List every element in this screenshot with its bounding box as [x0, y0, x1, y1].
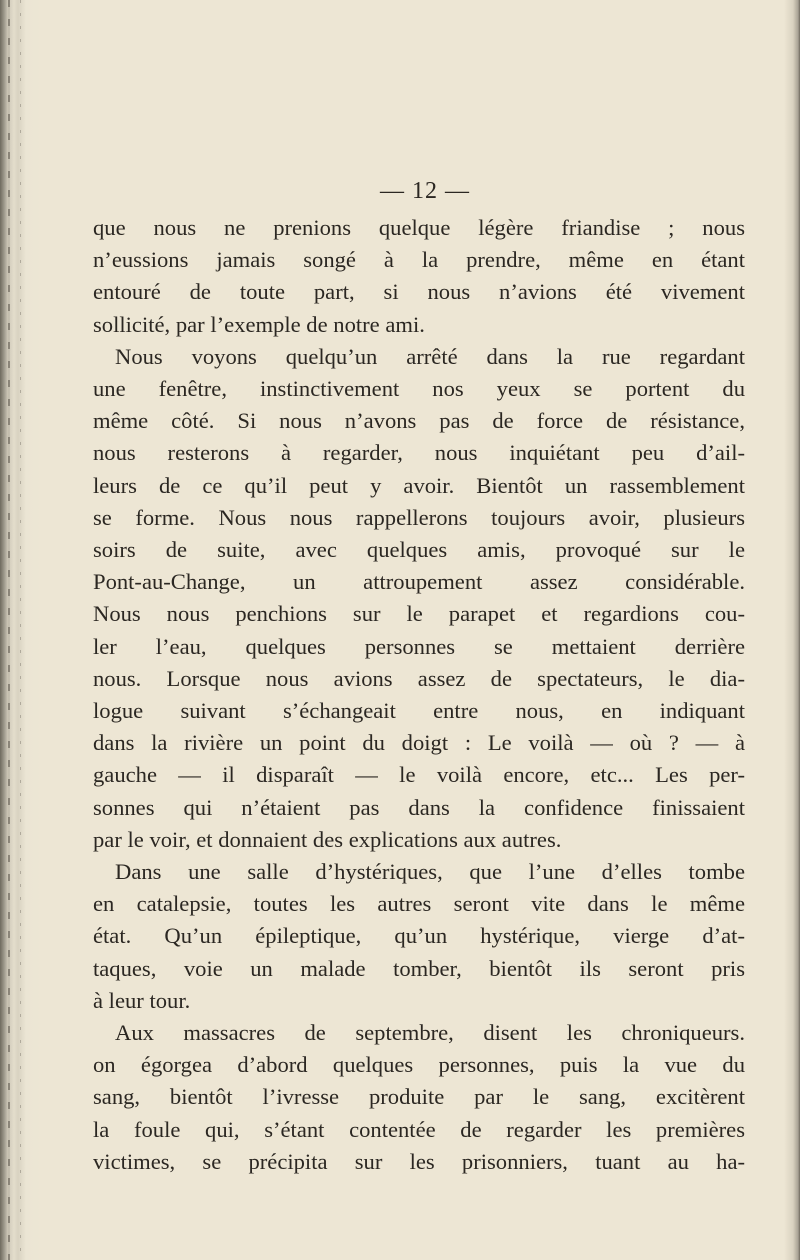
- text-line: état. Qu’un épileptique, qu’un hystérique, vierge d’at-: [93, 923, 745, 949]
- text-line: se forme. Nous nous rappellerons toujours avoir, plusieurs: [93, 504, 745, 530]
- text-line: soirs de suite, avec quelques amis, provoqué sur le: [93, 537, 745, 563]
- text-line: nous resterons à regarder, nous inquiétant peu d’ail-: [93, 440, 745, 466]
- text-line: la foule qui, s’étant contentée de regarder les premières: [93, 1116, 745, 1142]
- text-line: Nous voyons quelqu’un arrêté dans la rue regardant: [115, 343, 745, 369]
- page-right-edge: [784, 0, 800, 1260]
- text-line: entouré de toute part, si nous n’avions été vivement: [93, 279, 745, 305]
- text-line: ler l’eau, quelques personnes se mettaient derrière: [93, 633, 745, 659]
- book-page: [93, 176, 745, 1178]
- text-line: dans la rivière un point du doigt : Le voilà — où ? — à: [93, 730, 745, 756]
- page-number: — 12 —: [380, 178, 470, 204]
- text-line: victimes, se précipita sur les prisonniers, tuant au ha-: [93, 1148, 745, 1174]
- text-line: une fenêtre, instinctivement nos yeux se portent du: [93, 376, 745, 402]
- text-line: à leur tour.: [93, 987, 191, 1013]
- text-line: taques, voie un malade tomber, bientôt ils seront pris: [93, 955, 745, 981]
- text-line: n’eussions jamais songé à la prendre, même en étant: [93, 247, 745, 273]
- text-line: Pont-au-Change, un attroupement assez considérable.: [93, 569, 745, 595]
- text-line: logue suivant s’échangeait entre nous, en indiquant: [93, 698, 745, 724]
- text-line: nous. Lorsque nous avions assez de spectateurs, le dia-: [93, 665, 745, 691]
- text-line: que nous ne prenions quelque légère friandise ; nous: [93, 215, 745, 240]
- text-line: sollicité, par l’exemple de notre ami.: [93, 311, 425, 337]
- text-line: gauche — il disparaît — le voilà encore, etc... Les per-: [93, 762, 745, 788]
- text-line: par le voir, et donnaient des explications aux autres.: [93, 826, 562, 852]
- text-line: Dans une salle d’hystériques, que l’une d’elles tombe: [115, 859, 745, 885]
- text-line: même côté. Si nous n’avons pas de force de résistance,: [93, 408, 745, 434]
- book-binding-edge: [0, 0, 42, 1260]
- text-line: sang, bientôt l’ivresse produite par le sang, excitèrent: [93, 1084, 745, 1110]
- body-text: [93, 212, 745, 1178]
- text-line: Nous nous penchions sur le parapet et regardions cou-: [93, 601, 745, 627]
- text-line: en catalepsie, toutes les autres seront vite dans le même: [93, 891, 745, 917]
- text-line: on égorgea d’abord quelques personnes, puis la vue du: [93, 1052, 745, 1078]
- text-line: leurs de ce qu’il peut y avoir. Bientôt un rassemblement: [93, 472, 745, 498]
- text-line: sonnes qui n’étaient pas dans la confidence finissaient: [93, 794, 745, 820]
- text-line: Aux massacres de septembre, disent les chroniqueurs.: [115, 1020, 745, 1046]
